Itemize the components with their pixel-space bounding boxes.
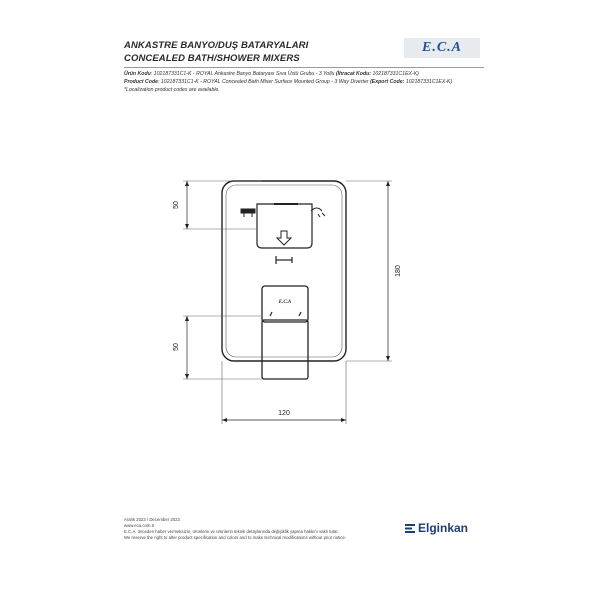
elginkan-mark-icon — [405, 523, 415, 533]
spout-icon — [276, 256, 292, 264]
cold-mark — [270, 312, 272, 316]
export-code-tr-value: 102187331C1EX-K) — [372, 71, 419, 77]
export-code-tr-label: (İhracat Kodu: — [335, 71, 372, 77]
product-code-en-text: : 102187331C1-K - ROYAL Concealed Bath Mixer Surface Mounted Group - 3 Way Diverter — [158, 79, 369, 85]
elginkan-text: Elginkan — [418, 521, 469, 535]
elginkan-logo — [405, 521, 468, 535]
title-english: CONCEALED BATH/SHOWER MIXERS — [124, 53, 300, 64]
dim-width: 120 — [278, 410, 290, 417]
eca-logo-text: E.C.A — [421, 40, 462, 55]
dim-height: 180 — [395, 265, 402, 277]
lever-handle-body — [262, 320, 308, 379]
export-code-en-value: 102187331C1EX-K) — [405, 79, 453, 85]
title-turkish: ANKASTRE BANYO/DUŞ BATARYALARI — [124, 40, 309, 51]
cover-plate-outline — [222, 181, 346, 361]
dim-bottom-left: 50 — [173, 343, 180, 351]
export-code-en-label: (Export Code: — [370, 79, 405, 85]
footer-notice-en: We reserve the right to alter product specification and colors and to make technical modifications without prior notice. — [124, 535, 347, 540]
hot-mark — [299, 312, 301, 316]
dim-top-left: 50 — [173, 201, 180, 209]
product-code-tr-label: Ürün Kodu — [124, 71, 151, 77]
footer-website[interactable]: www.eca.com.tr — [124, 523, 155, 528]
localization-note: *Localization product codes are available. — [124, 87, 220, 93]
footer-notice-tr: E.C.A. önceden haber vermeksizin, ürünlerin ve ürünlerin teknik detaylarında değişiklik yapma hakkını saklı tutar. — [124, 529, 339, 534]
footer-date: Aralık 2023 / December 2023 — [124, 517, 180, 522]
bath-tap-icon — [241, 209, 255, 217]
product-code-tr-text: : 102187331C1-K - ROYAL Ankastre Banyo Bataryası Sıva Üstü Grubu - 3 Yollu — [150, 71, 335, 77]
diverter-knob — [257, 204, 312, 248]
shower-icon — [311, 208, 325, 217]
product-code-en-label: Product Code — [124, 79, 159, 85]
handle-logo: E.C.A — [278, 300, 292, 305]
arrow-down-icon — [277, 231, 291, 245]
